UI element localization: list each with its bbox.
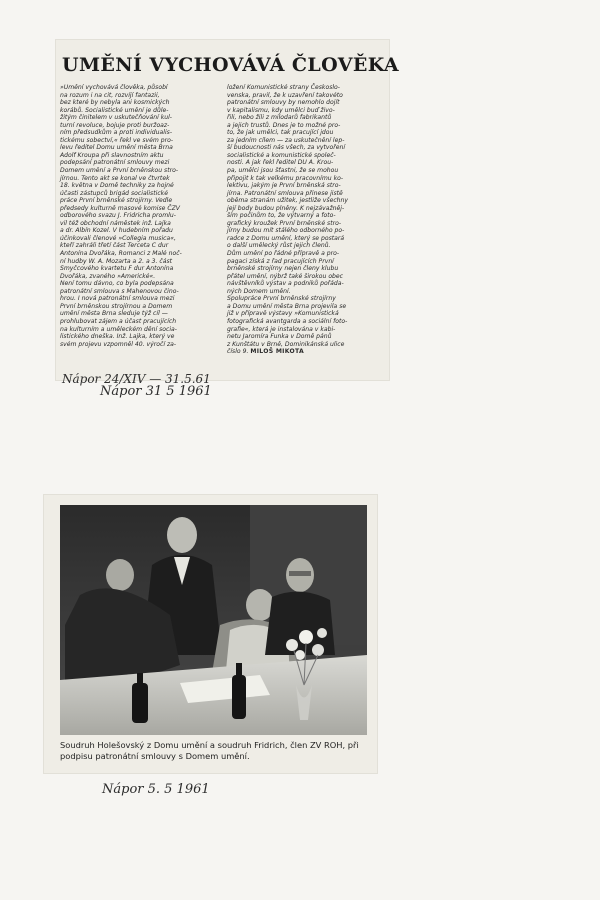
- article-right-text: ložení Komunistické strany Českoslo- venska, pravil, že k uzavření takovéto patronátní smlouvy by nemohlo dojít v kapitalismu, kdy umělci buď živo- řili, nebo žili z milodarů fabrikantů a jejich trustů. Dnes je to možné pro- to, že jak umělci, tak pracující jdou za jedním cílem — za uskutečnění lep- ší budoucnosti nás všech, za vytvoření socialistické a komunistické společ- nosti. A jak řekl ředitel DU A. Krou- pa, umělci jsou šťastni, že se mohou připojit k tak velkému pracovnímu ko- lektivu, jakým je První brněnská stro- jírna. Patronátní smlouva přinese jistě oběma stranám užitek, jestliže všechny její body budou plněny. K nejzávažněj- ším počinům to, že výtvarný a foto- grafický kroužek První brněnské stro- jírny budou mít stálého odborného po- radce z Domu umění, který se postará o další umělecký růst jejich členů. Dům umění po řádné přípravě a pro- pagaci získá z řad pracujících První brněnské strojírny nejen členy klubu přátel umění, nýbrž také širokou obec návštěvníků výstav a podniků pořáda- ných Domem umění. Spolupráce První brněnské strojírny a Domu umění města Brna projevila se již v přípravě výstavy »Komunistická fotografická avantgarda a sociální foto- grafie«, která je instalována v kabi- netu Jaromíra Funka v Domě pánů z Kunštátu v Brně, Dominikánská ulice číslo 9.: [227, 84, 349, 356]
- photo-illustration: [60, 505, 367, 735]
- signing-photo: [60, 505, 367, 735]
- article-headline: UMĚNÍ VYCHOVÁVÁ ČLOVĚKA: [62, 54, 400, 76]
- article-body: [60, 84, 386, 369]
- article-author: MILOŠ MIKOTA: [250, 348, 304, 356]
- photo-caption: Soudruh Holešovský z Domu umění a soudruh Fridrich, člen ZV ROH, při podpisu patronátní smlouvy s Domem umění.: [60, 740, 359, 761]
- handwritten-source-note: Nápor 24/XIV — 31.5.61: [62, 372, 211, 386]
- handwritten-date-note: Nápor 31 5 1961: [100, 384, 212, 399]
- article-right-column: [227, 84, 384, 356]
- article-left-column: »Umění vychovává člověka, působí na rozum i na cit, rozvíjí fantazii, bez které by nebyla ani kosmických korábů. Socialistické umění je důle- žitým činitelem v uskutečňování kul- turní revoluce, bojuje proti buržoaz- ním předsudkům a proti individualis- tickému sobectví,« řekl ve svém pro- levu ředitel Domu umění města Brna Adolf Kroupa při slavnostním aktu podepsání patronátní smlouvy mezi Domem umění a První brněnskou stro- jírnou. Tento akt se konal ve čtvrtek 18. května v Domě techniky za hojné účasti zástupců brigád socialistické práce První brněnské strojírny. Vedle předsedy kulturně masové komise ČZV odborového svazu J. Fridricha promlu- vil též obchodní náměstek inž. Lajka a dr. Albín Kozel. V hudebním pořadu účinkovali členové »Collegia musica«, kteří zahráli třetí část Terceta C dur Antonína Dvořáka, Romanci z Malé noč- ní hudby W. A. Mozarta a 2. a 3. část Smyčcového kvartetu F dur Antonína Dvořáka, zvaného »Americké«. Není tomu dávno, co byla podepsána patronátní smlouva s Mahenovou čino- hrou. I nová patronátní smlouva mezi První brněnskou strojírnou a Domem umění města Brna sleduje týž cíl — prohlubovat zájem a účast pracujících na kulturním a uměleckém dění socia- listického dneška. Inž. Lajka, který ve svém projevu vzpomněl 40. výročí za-: [60, 84, 182, 348]
- handwritten-date-note-2: Nápor 5. 5 1961: [102, 782, 210, 797]
